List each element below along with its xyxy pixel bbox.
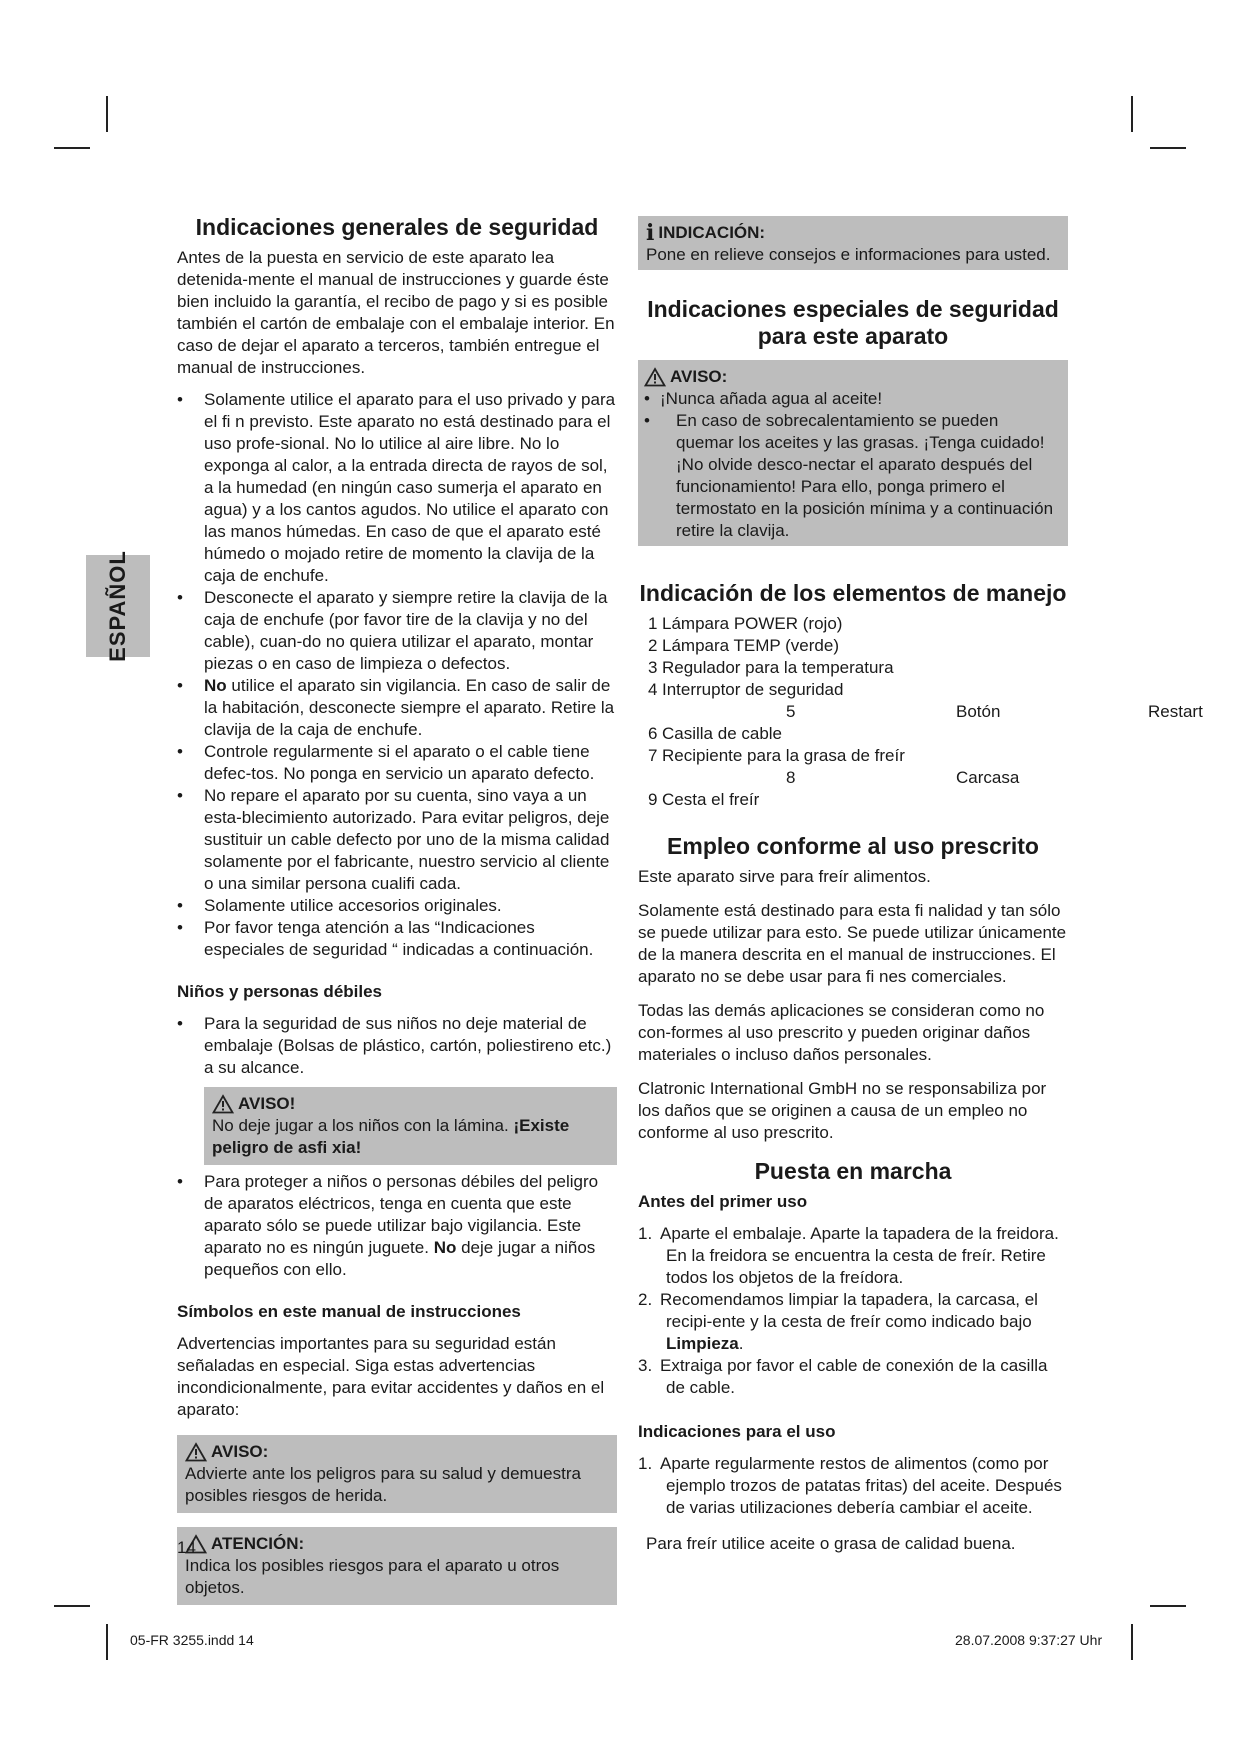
- list-item: 8 Carcasa: [786, 768, 1020, 787]
- special-warning-box: [638, 360, 1068, 546]
- special-safety-title: Indicaciones especiales de seguridad para este aparato: [647, 296, 1059, 349]
- aviso-symbol-text: Advierte ante los peligros para su salud y demuestra posibles riesgos de herida.: [185, 1464, 581, 1505]
- children-bullets: [177, 1013, 617, 1079]
- use-paragraph: Clatronic International GmbH no se responsabiliza por los daños que se originen a causa de un empleo no conforme al uso prescrito.: [638, 1079, 1047, 1142]
- atencion-symbol-title: ATENCIÓN:: [211, 1534, 305, 1553]
- list-item: 1. Aparte regularmente restos de alimentos (como por ejemplo trozos de patatas fritas) del aceite. Después de varias utilizaciones debería cambiar el aceite.: [638, 1454, 1062, 1517]
- list-item: 2. Recomendamos limpiar la tapadera, la carcasa, el recipi-ente y la cesta de freír como indicado bajo Limpieza.: [638, 1290, 1038, 1353]
- atencion-symbol-text: Indica los posibles riesgos para el aparato u otros objetos.: [185, 1556, 560, 1597]
- list-item: • No utilice el aparato sin vigilancia. En caso de salir de la habitación, desconecte siempre el aparato. Retire la clavija de la caja de enchufe.: [177, 675, 617, 741]
- warning-triangle-icon: [185, 1442, 207, 1462]
- use-paragraph: Solamente está destinado para esta fi nalidad y tan sólo se puede utilizar para esto. Se puede utilizar únicamente de la manera descrita en el manual de instrucciones. El aparato no se debe usar para fi nes comerciales.: [638, 901, 1067, 986]
- atencion-symbol-box: [177, 1527, 617, 1605]
- indicacion-title: INDICACIÓN:: [658, 223, 766, 242]
- list-item: 1. Aparte el embalaje. Aparte la tapadera de la freidora. En la freidora se encuentra la cesta de freír. Retire todos los objetos de la freídora.: [638, 1224, 1059, 1287]
- warning-triangle-icon: [644, 367, 666, 387]
- list-item: • ¡Nunca añada agua al aceite!: [644, 388, 1060, 410]
- aviso-symbol-box: [177, 1435, 617, 1513]
- crop-mark: [1131, 96, 1133, 132]
- info-icon: i: [646, 220, 655, 246]
- use-title: Empleo conforme al uso prescrito: [667, 833, 1039, 859]
- list-item: • Solamente utilice accesorios originales.: [177, 895, 617, 917]
- list-item: 9 Cesta el freír: [648, 790, 760, 809]
- first-use-steps: [638, 1223, 1068, 1399]
- list-item: • No repare el aparato por su cuenta, sino vaya a un esta-blecimiento autorizado. Para evitar peligros, deje sustituir un cable defecto por uno de la misma calidad solamente por el fabricante, nuestro servicio al cliente o una similar persona cualifi cada.: [177, 785, 617, 895]
- language-tab: [86, 550, 150, 662]
- crop-mark: [106, 1624, 108, 1660]
- list-item: 2 Lámpara TEMP (verde): [648, 636, 839, 655]
- startup-title: Puesta en marcha: [754, 1158, 952, 1184]
- list-item: • Desconecte el aparato y siempre retire la clavija de la caja de enchufe (por favor tire de la clavija y no del cable), cuan-do no quiera utilizar el aparato, montar piezas o en caso de limpieza o defectos.: [177, 587, 617, 675]
- closing-text: Para freír utilice aceite o grasa de calidad buena.: [646, 1534, 1016, 1553]
- use-instructions-steps: [638, 1453, 1068, 1519]
- left-column: [177, 214, 617, 1605]
- first-use-title: Antes del primer uso: [638, 1192, 808, 1211]
- list-item: • Para proteger a niños o personas débiles del peligro de aparatos eléctricos, tenga en cuenta que este aparato sólo se puede utilizar bajo vigilancia. Este aparato no es ningún juguete. No deje jugar a niños pequeños con ello.: [177, 1171, 617, 1281]
- crop-mark: [54, 1605, 90, 1607]
- list-item: • Para la seguridad de sus niños no deje material de embalaje (Bolsas de plástico, cartón, poliestireno etc.) a su alcance.: [177, 1013, 617, 1079]
- warning-triangle-icon: [212, 1094, 234, 1114]
- page-number: 14: [177, 1538, 196, 1557]
- controls-list: [638, 613, 1203, 811]
- list-item: 1 Lámpara POWER (rojo): [648, 614, 843, 633]
- use-paragraph: Todas las demás aplicaciones se consideran como no con-formes al uso prescrito y pueden originar daños materiales o incluso daños personales.: [638, 1001, 1045, 1064]
- list-item: 6 Casilla de cable: [648, 724, 783, 743]
- use-paragraph: Este aparato sirve para freír alimentos.: [638, 867, 931, 886]
- list-item: 3. Extraiga por favor el cable de conexión de la casilla de cable.: [638, 1356, 1048, 1397]
- special-warning-list: [644, 388, 1060, 542]
- children-title: Niños y personas débiles: [177, 982, 383, 1001]
- list-item: • En caso de sobrecalentamiento se pueden quemar los aceites y las grasas. ¡Tenga cuidado! ¡No olvide desco-nectar el aparato después del funcionamiento! Para ello, ponga primero el termostato en la posición mínima y a continuación retire la clavija.: [644, 410, 1060, 542]
- symbols-intro: Advertencias importantes para su seguridad están señaladas en especial. Siga estas advertencias incondicionalmente, para evitar accidentes y daños en el aparato:: [177, 1334, 605, 1419]
- indicacion-box: [638, 216, 1068, 270]
- footer-timestamp: 28.07.2008 9:37:27 Uhr: [955, 1632, 1103, 1648]
- list-item: 7 Recipiente para la grasa de freír: [648, 746, 905, 765]
- list-item: • Controle regularmente si el aparato o el cable tiene defec-tos. No ponga en servicio un aparato defecto.: [177, 741, 617, 785]
- general-bullets: [177, 389, 617, 961]
- children-warning-title: AVISO!: [238, 1094, 296, 1113]
- list-item: 4 Interruptor de seguridad: [648, 680, 844, 699]
- crop-mark: [106, 96, 108, 132]
- special-warning-title: AVISO:: [670, 367, 728, 386]
- footer-file: 05-FR 3255.indd 14: [130, 1632, 254, 1648]
- right-column: [638, 216, 1203, 1555]
- children-bullets-2: [177, 1171, 617, 1281]
- aviso-symbol-title: AVISO:: [211, 1442, 269, 1461]
- children-warning-box: AVISO! No deje jugar a los niños con la lámina. ¡Existe peligro de asfi xia!: [204, 1087, 617, 1165]
- list-item: 5 Botón Restart: [786, 702, 1203, 721]
- symbols-title: Símbolos en este manual de instrucciones: [177, 1302, 521, 1321]
- indicacion-text: Pone en relieve consejos e informaciones para usted.: [646, 245, 1051, 264]
- list-item: • Por favor tenga atención a las “Indicaciones especiales de seguridad “ indicadas a continuación.: [177, 917, 617, 961]
- controls-title: Indicación de los elementos de manejo: [639, 580, 1067, 606]
- crop-mark: [1150, 147, 1186, 149]
- use-instructions-title: Indicaciones para el uso: [638, 1422, 836, 1441]
- language-tab-label: ESPAÑOL: [105, 550, 130, 662]
- list-item: 3 Regulador para la temperatura: [648, 658, 894, 677]
- list-item: • Solamente utilice el aparato para el uso privado y para el fi n previsto. Este aparato no está destinado para el uso profe-sional. No lo utilice al aire libre. No lo exponga al calor, a la entrada directa de rayos de sol, a la humedad (en ningún caso sumerja el aparato en agua) y a los cantos agudos. No utilice el aparato con las manos húmedas. En caso de que el aparato esté húmedo o mojado retire de momento la clavija de la caja de enchufe.: [177, 389, 617, 587]
- general-safety-title: Indicaciones generales de seguridad: [195, 214, 599, 240]
- crop-mark: [54, 147, 90, 149]
- crop-mark: [1131, 1624, 1133, 1660]
- general-intro: Antes de la puesta en servicio de este aparato lea detenida-mente el manual de instrucciones y guarde éste bien incluido la garantía, el recibo de pago y si es posible también el cartón de embalaje con el embalaje interior. En caso de dejar el aparato a terceros, también entregue el manual de instrucciones.: [177, 248, 615, 377]
- crop-mark: [1150, 1605, 1186, 1607]
